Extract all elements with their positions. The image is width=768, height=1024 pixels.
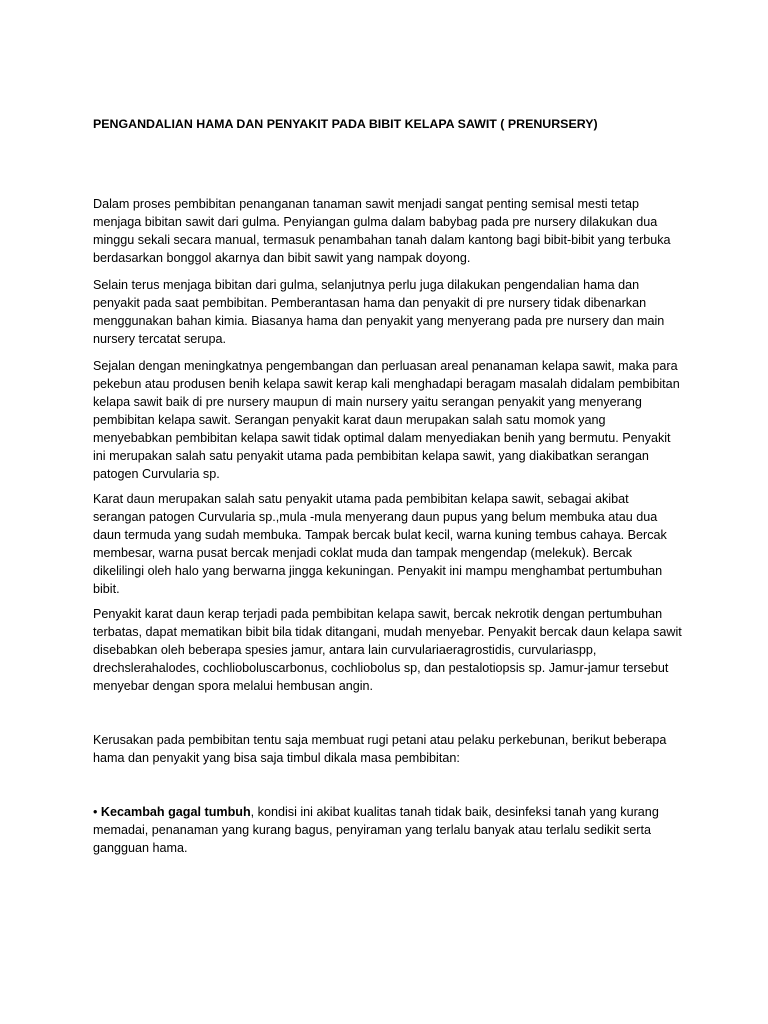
paragraph-pest-control: Selain terus menjaga bibitan dari gulma, selanjutnya perlu juga dilakukan pengendalian hama dan penyakit pada saat pembibitan. Pemberantasan hama dan penyakit di pre nursery tidak dibenarkan menggunakan bahan kimia. Biasanya hama dan penyakit yang menyerang pada pre nursery dan main nursery tercatat serupa. — [93, 278, 665, 346]
bullet-term: Kecambah gagal tumbuh — [100, 805, 251, 819]
bullet-text: , kondisi ini akibat kualitas tanah tidak baik, desinfeksi tanah yang kurang memadai, penanaman yang kurang bagus, penyiraman yang terlalu banyak atau terlalu sedikit serta gangguan hama. — [93, 805, 659, 855]
paragraph-weed-control: Dalam proses pembibitan penanganan tanaman sawit menjadi sangat penting semisal mesti tetap menjaga bibitan sawit dari gulma. Penyiangan gulma dalam babybag pada pre nursery dilakukan dua minggu sekali secara manual, termasuk penambahan tanah dalam kantong bagi bibit-bibit yang terbuka berdasarkan bonggol akarnya dan bibit sawit yang nampak doyong. — [93, 197, 671, 265]
bullet-marker: • — [93, 805, 98, 819]
document-title: PENGANDALIAN HAMA DAN PENYAKIT PADA BIBIT KELAPA SAWIT ( PRENURSERY) — [93, 117, 598, 131]
bullet-item-germination-failure — [93, 803, 683, 857]
paragraph-leaf-rust-intro: Sejalan dengan meningkatnya pengembangan dan perluasan areal penanaman kelapa sawit, maka para pekebun atau produsen benih kelapa sawit kerap kali menghadapi beragam masalah didalam pembibitan kelapa sawit baik di pre nursery maupun di main nursery yaitu serangan penyakit yang menyerang pembibitan kelapa sawit. Serangan penyakit karat daun merupakan salah satu momok yang menyebabkan pembibitan kelapa sawit tidak optimal dalam menyediakan benih yang bermutu. Penyakit ini merupakan salah satu penyakit utama pada pembibitan kelapa sawit, yang diakibatkan serangan patogen Curvularia sp. — [93, 359, 680, 481]
paragraph-leaf-spot-fungi: Penyakit karat daun kerap terjadi pada pembibitan kelapa sawit, bercak nekrotik dengan pertumbuhan terbatas, dapat mematikan bibit bila tidak ditangani, mudah menyebar. Penyakit bercak daun kelapa sawit disebabkan oleh beberapa spesies jamur, antara lain curvulariaeragrostidis, curvulariaspp, drechslerahalodes, cochlioboluscarbonus, cochliobolus sp, dan pestalotiopsis sp. Jamur-jamur tersebut menyebar dengan spora melalui hembusan angin. — [93, 607, 682, 693]
paragraph-damage-losses: Kerusakan pada pembibitan tentu saja membuat rugi petani atau pelaku perkebunan, berikut beberapa hama dan penyakit yang bisa saja timbul dikala masa pembibitan: — [93, 733, 667, 765]
paragraph-leaf-rust-symptoms: Karat daun merupakan salah satu penyakit utama pada pembibitan kelapa sawit, sebagai akibat serangan patogen Curvularia sp.,mula -mula menyerang daun pupus yang belum membuka atau dua daun termuda yang sudah membuka. Tampak bercak bulat kecil, warna kuning tembus cahaya. Bercak membesar, warna pusat bercak menjadi coklat muda dan tampak mengendap (melekuk). Bercak dikelilingi oleh halo yang berwarna jingga kekuningan. Penyakit ini mampu menghambat pertumbuhan bibit. — [93, 492, 667, 596]
